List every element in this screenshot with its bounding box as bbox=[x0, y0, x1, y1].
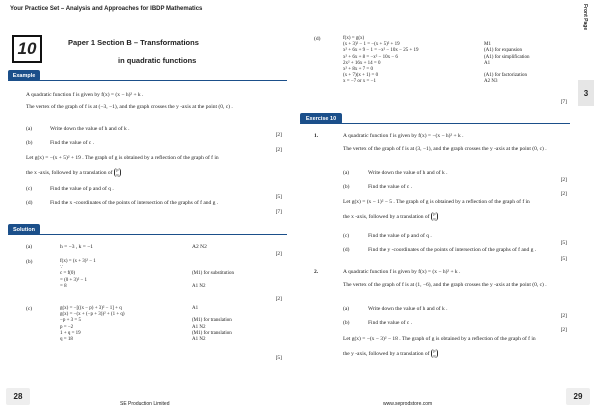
sol-c-label: (c) bbox=[26, 306, 33, 312]
q2-a-label: (a) bbox=[343, 306, 350, 312]
q1-let-g: Let g(x) = (x − 1)² − 5 . The graph of g is obtained by a reflection of the graph of f in bbox=[343, 199, 530, 205]
q1-translation-vector bbox=[431, 212, 438, 221]
part-b-marks: [2] bbox=[275, 147, 282, 153]
vector-top: p bbox=[116, 167, 119, 172]
sol-c-line: 1 + q = 19 bbox=[60, 330, 81, 336]
sol-c-note: (M1) for translation bbox=[192, 318, 232, 324]
q2-b-marks: [2] bbox=[560, 327, 567, 333]
q2-a-marks: [2] bbox=[560, 313, 567, 319]
sol-a-marks: [2] bbox=[275, 251, 282, 257]
q2-translation-vector bbox=[431, 349, 438, 358]
sol-b-marks: [2] bbox=[275, 296, 282, 302]
sol-d-line: 2x² + 16x + 14 = 0 bbox=[343, 60, 381, 66]
part-d-marks: [7] bbox=[275, 209, 282, 215]
vector-bottom: q bbox=[433, 352, 436, 358]
side-tab-label: Front Page bbox=[582, 4, 588, 31]
q2-intro: A quadratic function f is given by f(x) = (x − h)² + k . bbox=[343, 269, 461, 275]
q1-let-g-2 bbox=[343, 212, 568, 221]
q1-c-marks: [5] bbox=[560, 240, 567, 246]
sol-d-line: f(x) = g(x) bbox=[343, 36, 365, 41]
sol-d-lines bbox=[343, 36, 419, 86]
sol-a-mark: A2 N2 bbox=[192, 244, 207, 250]
sol-c-note: A1 N2 bbox=[192, 337, 206, 343]
sol-b-line: ∵ bbox=[60, 265, 64, 271]
right-page-number: 29 bbox=[566, 388, 590, 405]
sol-c-line: q = 18 bbox=[60, 337, 73, 343]
sol-d-notes bbox=[484, 36, 530, 86]
sol-d-note: A2 N3 bbox=[484, 79, 498, 85]
sol-d-label: (d) bbox=[314, 36, 321, 42]
chapter-subtitle: in quadratic functions bbox=[118, 56, 197, 65]
vector-top: p bbox=[433, 211, 436, 216]
sol-b-label: (b) bbox=[26, 259, 33, 265]
chapter-badge: 3 bbox=[578, 80, 594, 106]
let-g-text-2 bbox=[26, 168, 288, 177]
part-b-text: Find the value of c . bbox=[50, 140, 94, 146]
q2-a-text: Write down the value of h and of k . bbox=[368, 306, 448, 312]
chapter-number: 10 bbox=[12, 35, 42, 63]
q2-let-g-2 bbox=[343, 349, 568, 358]
left-page-number: 28 bbox=[6, 388, 30, 405]
vector-bottom: q bbox=[116, 171, 119, 177]
exercise-label: Exercise 10 bbox=[300, 113, 342, 124]
q1-d-text: Find the y -coordinates of the points of intersection of the graphs of f and g . bbox=[368, 247, 537, 253]
part-c-marks: [5] bbox=[275, 194, 282, 200]
chapter-title: Paper 1 Section B – Transformations bbox=[68, 38, 199, 47]
sol-c-line: p = −2 bbox=[60, 324, 74, 330]
sol-d-line: x = −7 or x = −1 bbox=[343, 79, 376, 85]
sol-b-lines bbox=[60, 259, 96, 290]
q2-b-label: (b) bbox=[343, 320, 350, 326]
q1-number: 1. bbox=[314, 133, 319, 139]
solution-divider bbox=[8, 234, 287, 235]
q1-b-text: Find the value of c . bbox=[368, 184, 412, 190]
sol-c-lines bbox=[60, 306, 125, 343]
q2-vertex: The vertex of the graph of f is at (1, −6), and the graph crosses the y -axis at the point (0, c) . bbox=[343, 282, 547, 288]
example-intro: A quadratic function f is given by f(x) = (x − h)² + k . bbox=[26, 92, 144, 98]
sol-a-work: h = −3 , k = −1 bbox=[60, 244, 94, 250]
q1-a-marks: [2] bbox=[560, 177, 567, 183]
sol-b-line: = (0 + 3)² − 1 bbox=[60, 277, 88, 283]
sol-b-note: A1 N2 bbox=[192, 283, 206, 289]
sol-c-line: g(x) = −[((x − p) + 3)² − 1] + q bbox=[60, 306, 122, 311]
sol-a-label: (a) bbox=[26, 244, 33, 250]
vector-bottom: q bbox=[433, 215, 436, 221]
q1-b-marks: [2] bbox=[560, 191, 567, 197]
q2-b-text: Find the value of c . bbox=[368, 320, 412, 326]
sol-b-line: = 8 bbox=[60, 283, 67, 289]
sol-b-line: c = f(0) bbox=[60, 271, 76, 277]
sol-d-note: M1 bbox=[484, 42, 491, 48]
part-c-label: (c) bbox=[26, 186, 33, 192]
sol-b-notes bbox=[192, 259, 234, 290]
sol-d-line: x² + 6x + 9 − 1 = −x² − 10x − 25 + 19 bbox=[343, 48, 419, 54]
sol-b-line: f(x) = (x + 3)² − 1 bbox=[60, 259, 96, 264]
sol-d-line: (x + 3)² − 1 = −(x + 5)² + 19 bbox=[343, 42, 400, 48]
sol-d-line: x² + 6x + 8 = −x² − 10x − 6 bbox=[343, 54, 398, 60]
sol-b-note: (M1) for substitution bbox=[192, 271, 234, 277]
sol-c-marks: [5] bbox=[275, 355, 282, 361]
part-b-label: (b) bbox=[26, 140, 33, 146]
part-a-label: (a) bbox=[26, 126, 33, 132]
example-divider bbox=[8, 80, 287, 81]
part-d-text: Find the x -coordinates of the points of intersection of the graphs of f and g . bbox=[50, 200, 219, 206]
q2-number: 2. bbox=[314, 269, 319, 275]
sol-d-note: (A1) for simplification bbox=[484, 54, 530, 60]
sol-d-line: (x + 7)(x + 1) = 0 bbox=[343, 73, 379, 79]
q1-a-label: (a) bbox=[343, 170, 350, 176]
q1-d-label: (d) bbox=[343, 247, 350, 253]
sol-c-note: A1 N2 bbox=[192, 324, 206, 330]
q1-c-label: (c) bbox=[343, 233, 350, 239]
q1-d-marks: [5] bbox=[560, 256, 567, 262]
sol-c-note: A1 bbox=[192, 306, 199, 311]
website[interactable]: www.seprodstore.com bbox=[383, 401, 433, 407]
q1-intro: A quadratic function f is given by f(x) = −(x − h)² + k . bbox=[343, 133, 464, 139]
q1-let-g-2-label: the x -axis, followed by a translation of bbox=[343, 213, 430, 220]
part-c-text: Find the value of p and of q . bbox=[50, 186, 114, 192]
sol-d-note: (A1) for factorization bbox=[484, 73, 528, 79]
example-label: Example bbox=[8, 70, 40, 81]
sol-c-line: −p + 3 = 5 bbox=[60, 318, 81, 324]
solution-label: Solution bbox=[8, 224, 40, 235]
let-g-text: Let g(x) = −(x + 5)² + 19 . The graph of g is obtained by a reflection of the graph of f in bbox=[26, 155, 219, 161]
let-g-text-2-label: the x -axis, followed by a translation of bbox=[26, 169, 113, 176]
sol-d-line: x² + 8x + 7 = 0 bbox=[343, 67, 373, 73]
part-a-marks: [2] bbox=[275, 132, 282, 138]
q1-b-label: (b) bbox=[343, 184, 350, 190]
q1-c-text: Find the value of p and of q . bbox=[368, 233, 432, 239]
part-d-label: (d) bbox=[26, 200, 33, 206]
sol-d-note: A1 bbox=[484, 60, 491, 66]
sol-d-marks: [7] bbox=[560, 99, 567, 105]
q1-vertex: The vertex of the graph of f is at (3, −1), and the graph crosses the y -axis at the point (0, c) . bbox=[343, 146, 547, 152]
running-header: Your Practice Set – Analysis and Approaches for IBDP Mathematics bbox=[10, 6, 203, 12]
exercise-divider bbox=[300, 123, 570, 124]
side-tab bbox=[576, 4, 592, 44]
translation-vector bbox=[114, 168, 121, 177]
sol-c-line: g(x) = −(x + (−p + 3))² + (1 + q) bbox=[60, 312, 125, 318]
part-a-text: Write down the value of h and of k . bbox=[50, 126, 130, 132]
sol-d-note: (A1) for expansion bbox=[484, 48, 523, 54]
q2-let-g-2-label: the y -axis, followed by a translation of bbox=[343, 350, 430, 357]
q2-let-g: Let g(x) = −(x − 3)² − 18 . The graph of g is obtained by a reflection of the graph of f in bbox=[343, 336, 536, 342]
sol-c-note: (M1) for translation bbox=[192, 330, 232, 336]
q1-a-text: Write down the value of h and of k . bbox=[368, 170, 448, 176]
publisher: SE Production Limited bbox=[120, 401, 170, 407]
sol-c-notes bbox=[192, 306, 232, 343]
example-vertex: The vertex of the graph of f is at (−3, −1), and the graph crosses the y -axis at the point (0, c) . bbox=[26, 104, 233, 110]
vector-top: p bbox=[433, 348, 436, 353]
